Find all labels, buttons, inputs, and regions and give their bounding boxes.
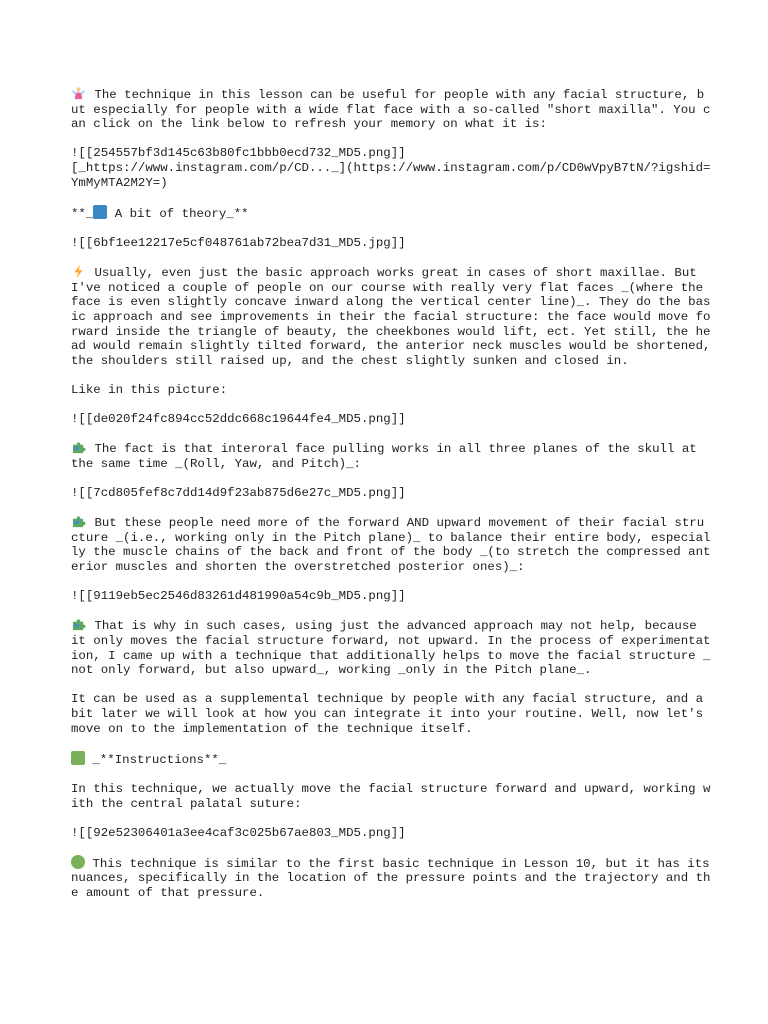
paragraph-pitch: But these people need more of the forward AND upward movement of their facial structure _(i.e., working only in the Pitch plane)_ to balance their entire body, especially the muscle chains of the back and front of the body _(to stretch the compressed anterior muscles and shorten the overstretched posterior ones)_: [71,516,711,574]
image-embed: ![[254557bf3d145c63b80fc1bbb0ecd732_MD5.png]] [71,146,406,161]
heading-theory: **_ A bit of theory_** [71,206,249,221]
puzzle-icon [71,618,86,631]
paragraph-planes: The fact is that interoral face pulling works in all three planes of the skull at the same time _(Roll, Yaw, and Pitch)_: [71,442,705,471]
puzzle-icon [71,441,86,454]
heading-instructions: _**Instructions**_ [71,751,711,768]
green-square-icon [71,751,85,765]
image-embed: ![[de020f24fc894cc52ddc668c19644fe4_MD5.png]] [71,412,406,427]
paragraph-picture-intro: Like in this picture: [71,382,228,397]
paragraph-theory: Usually, even just the basic approach works great in cases of short maxillae. But I've noticed a couple of people on our course with really very flat faces _(where the face is even slightly concave inward along the vertical center line)_. They do the basic approach and see improvements in their the facial structure: the face would move forward inside the triangle of beauty, the cheekbones would lift, ect. Yet still, the head would remain slightly tilted forward, the anterior neck muscles would be shortened, the shoulders still raised up, and the chest slightly sunken and closed in. [71,266,718,368]
document-body [71,87,718,901]
image-embed: ![[92e52306401a3ee4caf3c025b67ae803_MD5.png]] [71,825,406,840]
lightning-icon [71,265,86,278]
image-embed: ![[6bf1ee12217e5cf048761ab72bea7d31_MD5.jpg]] [71,235,406,250]
paragraph-supplemental: It can be used as a supplemental technique by people with any facial structure, and a bit later we will look at how you can integrate it into your routine. Well, now let's move on to the implementation of the technique itself. [71,692,711,736]
paragraph-similar: This technique is similar to the first basic technique in Lesson 10, but it has its nuances, specifically in the location of the pressure points and the trajectory and the amount of that pressure. [71,856,718,901]
paragraph-link [71,146,711,190]
blue-square-icon [93,205,107,219]
fairy-icon [71,87,86,100]
paragraph-technique: That is why in such cases, using just the advanced approach may not help, because it only moves the facial structure forward, not upward. In the process of experimentation, I came up with a technique that additionally helps to move the facial structure _not only forward, but also upward_, working _only in the Pitch plane_. [71,619,711,678]
puzzle-icon [71,515,86,528]
paragraph-intro: The technique in this lesson can be useful for people with any facial structure, but especially for people with a wide flat face with a so-called "short maxilla". You can click on the link below to refresh your memory on what it is: [71,88,711,132]
instagram-link[interactable]: [_https://www.instagram.com/p/CD..._](https://www.instagram.com/p/CD0wVpyB7tN/?igshid=YmMyMTA2M2Y=) [71,160,711,190]
green-circle-icon [71,855,85,869]
image-embed: ![[7cd805fef8c7dd14d9f23ab875d6e27c_MD5.png]] [71,486,406,501]
paragraph-suture: In this technique, we actually move the facial structure forward and upward, working with the central palatal suture: [71,781,711,811]
image-embed: ![[9119eb5ec2546d83261d481990a54c9b_MD5.png]] [71,589,406,604]
